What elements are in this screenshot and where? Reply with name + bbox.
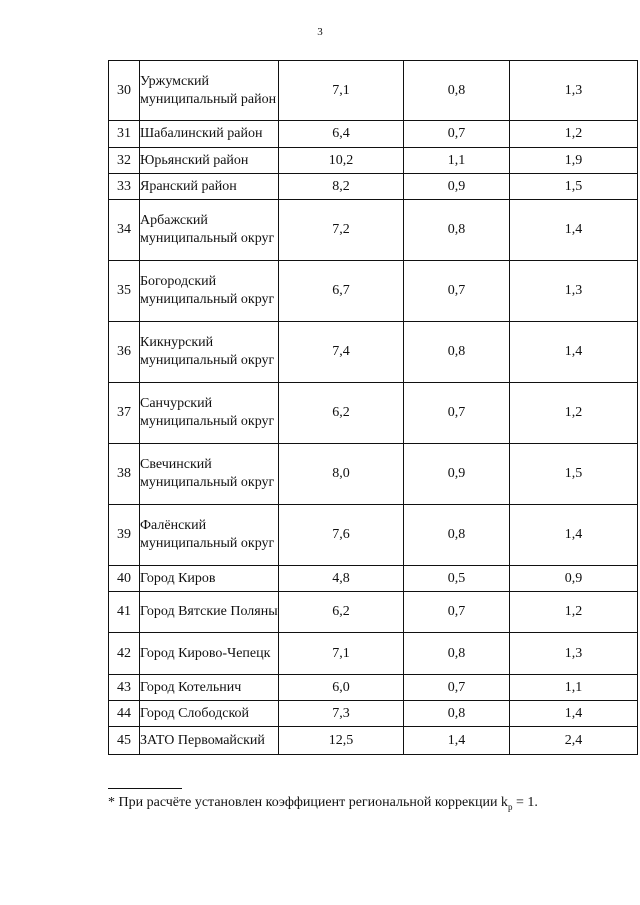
value-3-cell: 1,3: [510, 61, 638, 121]
page-number: 3: [317, 26, 323, 38]
value-2-cell: 0,5: [404, 566, 510, 592]
value-2-cell: 0,7: [404, 261, 510, 322]
value-3-cell: 1,3: [510, 261, 638, 322]
district-name-cell: Арбажский муниципальный округ: [140, 200, 279, 261]
table-row: [109, 322, 638, 383]
value-1-cell: 6,2: [279, 383, 404, 444]
row-number-cell: 43: [109, 675, 140, 701]
value-3-cell: 1,5: [510, 444, 638, 505]
value-1-cell: 7,1: [279, 633, 404, 675]
value-1-cell: 7,3: [279, 701, 404, 727]
value-1-cell: 8,0: [279, 444, 404, 505]
row-number-cell: 40: [109, 566, 140, 592]
row-number-cell: 33: [109, 174, 140, 200]
value-3-cell: 1,3: [510, 633, 638, 675]
value-1-cell: 6,4: [279, 121, 404, 148]
value-3-cell: 2,4: [510, 727, 638, 755]
table-row: [109, 261, 638, 322]
table-row: [109, 675, 638, 701]
row-number-cell: 37: [109, 383, 140, 444]
value-2-cell: 0,9: [404, 444, 510, 505]
row-number-cell: 44: [109, 701, 140, 727]
district-name-cell: Свечинский муниципальный округ: [140, 444, 279, 505]
value-2-cell: 1,1: [404, 148, 510, 174]
table-row: [109, 200, 638, 261]
row-number-cell: 35: [109, 261, 140, 322]
district-name-cell: ЗАТО Первомайский: [140, 727, 279, 755]
table-body: [109, 61, 638, 755]
value-3-cell: 0,9: [510, 566, 638, 592]
row-number-cell: 38: [109, 444, 140, 505]
value-2-cell: 0,7: [404, 592, 510, 633]
value-3-cell: 1,9: [510, 148, 638, 174]
value-2-cell: 1,4: [404, 727, 510, 755]
value-3-cell: 1,5: [510, 174, 638, 200]
row-number-cell: 45: [109, 727, 140, 755]
footnote-subscript: р: [507, 801, 513, 812]
row-number-cell: 36: [109, 322, 140, 383]
district-name-cell: Яранский район: [140, 174, 279, 200]
value-3-cell: 1,4: [510, 322, 638, 383]
value-1-cell: 8,2: [279, 174, 404, 200]
value-2-cell: 0,8: [404, 701, 510, 727]
district-name-cell: Город Вятские Поляны: [140, 592, 279, 633]
district-name-cell: Шабалинский район: [140, 121, 279, 148]
row-number-cell: 41: [109, 592, 140, 633]
table-row: [109, 383, 638, 444]
value-1-cell: 7,6: [279, 505, 404, 566]
table-row: [109, 174, 638, 200]
district-name-cell: Город Киров: [140, 566, 279, 592]
value-1-cell: 7,4: [279, 322, 404, 383]
value-2-cell: 0,9: [404, 174, 510, 200]
row-number-cell: 34: [109, 200, 140, 261]
value-2-cell: 0,7: [404, 383, 510, 444]
table-row: [109, 633, 638, 675]
value-3-cell: 1,4: [510, 701, 638, 727]
row-number-cell: 32: [109, 148, 140, 174]
value-1-cell: 10,2: [279, 148, 404, 174]
table-row: [109, 61, 638, 121]
value-2-cell: 0,8: [404, 322, 510, 383]
footnote-text: * При расчёте установлен коэффициент региональной коррекции k: [108, 795, 508, 810]
district-name-cell: Санчурский муниципальный округ: [140, 383, 279, 444]
table-row: [109, 701, 638, 727]
row-number-cell: 30: [109, 61, 140, 121]
value-1-cell: 6,0: [279, 675, 404, 701]
table-row: [109, 566, 638, 592]
district-name-cell: Богородский муниципальный округ: [140, 261, 279, 322]
value-3-cell: 1,1: [510, 675, 638, 701]
district-name-cell: Уржумский муниципальный район: [140, 61, 279, 121]
value-2-cell: 0,7: [404, 675, 510, 701]
value-3-cell: 1,2: [510, 592, 638, 633]
row-number-cell: 39: [109, 505, 140, 566]
footnote-suffix: = 1.: [512, 795, 538, 810]
value-1-cell: 6,2: [279, 592, 404, 633]
row-number-cell: 31: [109, 121, 140, 148]
table-row: [109, 148, 638, 174]
data-table: [108, 60, 638, 755]
district-name-cell: Город Слободской: [140, 701, 279, 727]
footnote-separator: [108, 788, 182, 789]
district-name-cell: Город Котельнич: [140, 675, 279, 701]
district-name-cell: Город Кирово-Чепецк: [140, 633, 279, 675]
value-3-cell: 1,4: [510, 505, 638, 566]
value-3-cell: 1,4: [510, 200, 638, 261]
value-1-cell: 4,8: [279, 566, 404, 592]
value-3-cell: 1,2: [510, 121, 638, 148]
district-name-cell: Фалёнский муниципальный округ: [140, 505, 279, 566]
table-row: [109, 592, 638, 633]
value-1-cell: 6,7: [279, 261, 404, 322]
table-row: [109, 121, 638, 148]
table-row: [109, 444, 638, 505]
value-1-cell: 7,2: [279, 200, 404, 261]
value-3-cell: 1,2: [510, 383, 638, 444]
value-1-cell: 12,5: [279, 727, 404, 755]
footnote: [108, 794, 628, 816]
table-row: [109, 505, 638, 566]
value-2-cell: 0,8: [404, 633, 510, 675]
table-row: [109, 727, 638, 755]
district-name-cell: Юрьянский район: [140, 148, 279, 174]
value-2-cell: 0,8: [404, 505, 510, 566]
value-2-cell: 0,8: [404, 61, 510, 121]
value-1-cell: 7,1: [279, 61, 404, 121]
row-number-cell: 42: [109, 633, 140, 675]
value-2-cell: 0,7: [404, 121, 510, 148]
district-name-cell: Кикнурский муниципальный округ: [140, 322, 279, 383]
value-2-cell: 0,8: [404, 200, 510, 261]
